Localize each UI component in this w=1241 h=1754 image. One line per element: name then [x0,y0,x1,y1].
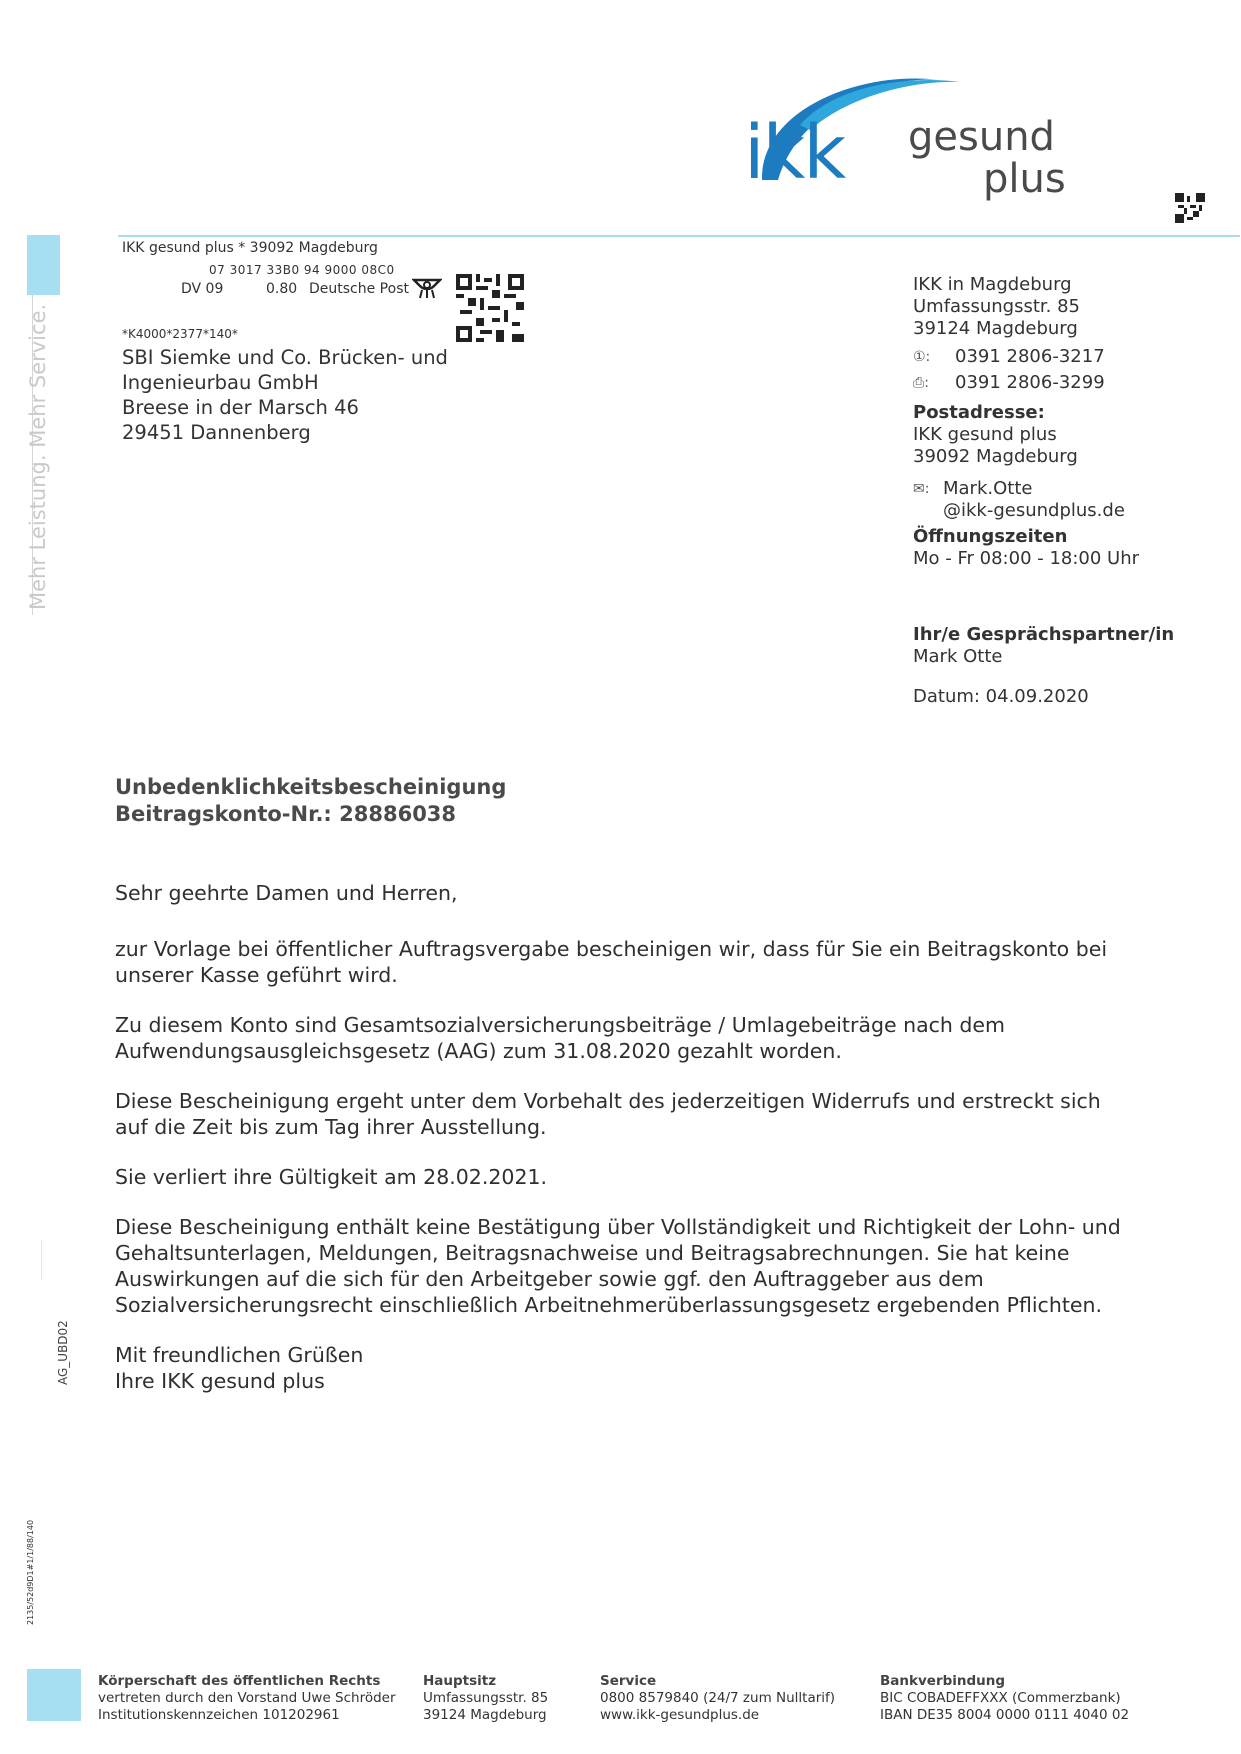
recipient-line: SBI Siemke und Co. Brücken- und [122,346,448,369]
paragraph-line: Auswirkungen auf die sich für den Arbeitgeber sowie ggf. den Auftraggeber aus dem [115,1267,984,1291]
contact-heading: Ihr/e Gesprächspartner/in [913,624,1175,645]
footer-website-link[interactable]: www.ikk-gesundplus.de [600,1707,760,1723]
footer-line: Umfassungsstr. 85 [423,1690,549,1706]
logo-ikk-text: ikk [744,110,845,196]
contact-name: Mark Otte [913,646,1003,667]
recipient-line: 29451 Dannenberg [122,421,311,444]
email-user: Mark.Otte [943,478,1033,499]
footer-line: vertreten durch den Vorstand Uwe Schröder [98,1690,396,1706]
recipient-line: Breese in der Marsch 46 [122,396,359,419]
hours-heading: Öffnungszeiten [913,526,1068,547]
recipient-line: Ingenieurbau GmbH [122,371,319,394]
footer-heading: Bankverbindung [880,1673,1006,1689]
paragraph-line: auf die Zeit bis zum Tag ihrer Ausstellung. [115,1115,547,1139]
closing-line: Mit freundlichen Grüßen [115,1343,364,1367]
paragraph-line: Sozialversicherungsrecht einschließlich Arbeitnehmerüberlassungsgesetz ergebenden Pflichten. [115,1293,1102,1317]
office-line: IKK in Magdeburg [913,274,1072,295]
paragraph-line: Zu diesem Konto sind Gesamtsozialversicherungsbeiträge / Umlagebeiträge nach dem [115,1013,1006,1037]
logo-plus-text: plus [983,156,1066,202]
fax-icon: ⎙: [913,375,929,391]
recipient-address [122,345,448,445]
form-code: AG_UBD02 [56,1320,70,1385]
footer-service [600,1673,835,1724]
ikk-logo [740,50,1080,210]
paragraph-line: Sie verliert ihre Gültigkeit am 28.02.2021. [115,1165,548,1189]
paragraph-line: Aufwendungsausgleichsgesetz (AAG) zum 31.08.2020 gezahlt worden. [115,1039,842,1063]
header-accent-block [27,235,60,295]
small-qr-code-icon [1175,193,1205,223]
recipient-code: *K4000*2377*140* [122,327,238,341]
email-domain: @ikk-gesundplus.de [943,500,1125,521]
posthorn-icon [412,276,442,300]
opening-hours: Mo - Fr 08:00 - 18:00 Uhr [913,548,1140,569]
header-rule [118,235,1240,237]
fax-row [913,372,1174,394]
email-icon: ✉: [913,481,930,497]
paragraph-5 [115,1214,1145,1318]
footer-bank [880,1673,1129,1724]
footer-line: Institutionskennzeichen 101202961 [98,1707,340,1723]
footer-accent-block [27,1669,81,1721]
phone-icon: ①: [913,349,931,365]
paragraph-line: unserer Kasse geführt wird. [115,963,398,987]
paragraph-4 [115,1164,1145,1190]
email-row [913,478,1174,500]
contact-info-block [913,274,1174,708]
document-title: Unbedenklichkeitsbescheinigung [115,775,507,799]
paragraph-3 [115,1088,1145,1140]
fold-mark [41,1240,42,1280]
footer-line: IBAN DE35 8004 0000 0111 4040 02 [880,1707,1130,1723]
letter-date: Datum: 04.09.2020 [913,686,1089,707]
postal-line: 39092 Magdeburg [913,446,1078,467]
office-line: 39124 Magdeburg [913,318,1078,339]
footer-line: 39124 Magdeburg [423,1707,547,1723]
logo-gesund-text: gesund [908,114,1055,160]
postal-line: IKK gesund plus [913,424,1057,445]
post-dv: DV 09 [181,281,224,297]
postage-matrix-code-icon [456,274,524,342]
paragraph-1 [115,936,1145,988]
footer-headquarters [423,1673,548,1724]
phone-row [913,346,1174,368]
footer-line: BIC COBADEFFXXX (Commerzbank) [880,1690,1121,1706]
post-label: Deutsche Post [309,281,409,297]
postal-heading: Postadresse: [913,402,1045,423]
post-codes: 07 3017 33B0 94 9000 08C0 [209,263,395,277]
closing-line: Ihre IKK gesund plus [115,1369,325,1393]
sender-line: IKK gesund plus * 39092 Magdeburg [122,240,378,256]
account-number: Beitragskonto-Nr.: 28886038 [115,802,457,826]
side-barcode-text: 2135/52d9D1#1/1/88/140 [26,1519,35,1625]
side-slogan: Mehr Leistung. Mehr Service. [26,303,50,610]
footer-line: 0800 8579840 (24/7 zum Nulltarif) [600,1690,836,1706]
paragraph-line: Gehaltsunterlagen, Meldungen, Beitragsnachweise und Beitragsabrechnungen. Sie hat keine [115,1241,1070,1265]
footer-legal [98,1673,396,1724]
letter-body [115,880,1145,1418]
footer-heading: Körperschaft des öffentlichen Rechts [98,1673,381,1689]
paragraph-line: zur Vorlage bei öffentlicher Auftragsvergabe bescheinigen wir, dass für Sie ein Beitragskonto bei [115,937,1108,961]
paragraph-2 [115,1012,1145,1064]
paragraph-line: Diese Bescheinigung ergeht unter dem Vorbehalt des jederzeitigen Widerrufs und erstreckt sich [115,1089,1101,1113]
footer-heading: Hauptsitz [423,1673,497,1689]
salutation-text: Sehr geehrte Damen und Herren, [115,881,458,905]
post-price: 0.80 [266,281,298,297]
fax-number: 0391 2806-3299 [955,372,1105,393]
closing [115,1342,1145,1394]
paragraph-line: Diese Bescheinigung enthält keine Bestätigung über Vollständigkeit und Richtigkeit der Lohn- und [115,1215,1121,1239]
phone-number: 0391 2806-3217 [955,346,1105,367]
office-line: Umfassungsstr. 85 [913,296,1080,317]
subject-block [115,774,506,828]
salutation [115,880,1145,906]
footer-heading: Service [600,1673,657,1689]
